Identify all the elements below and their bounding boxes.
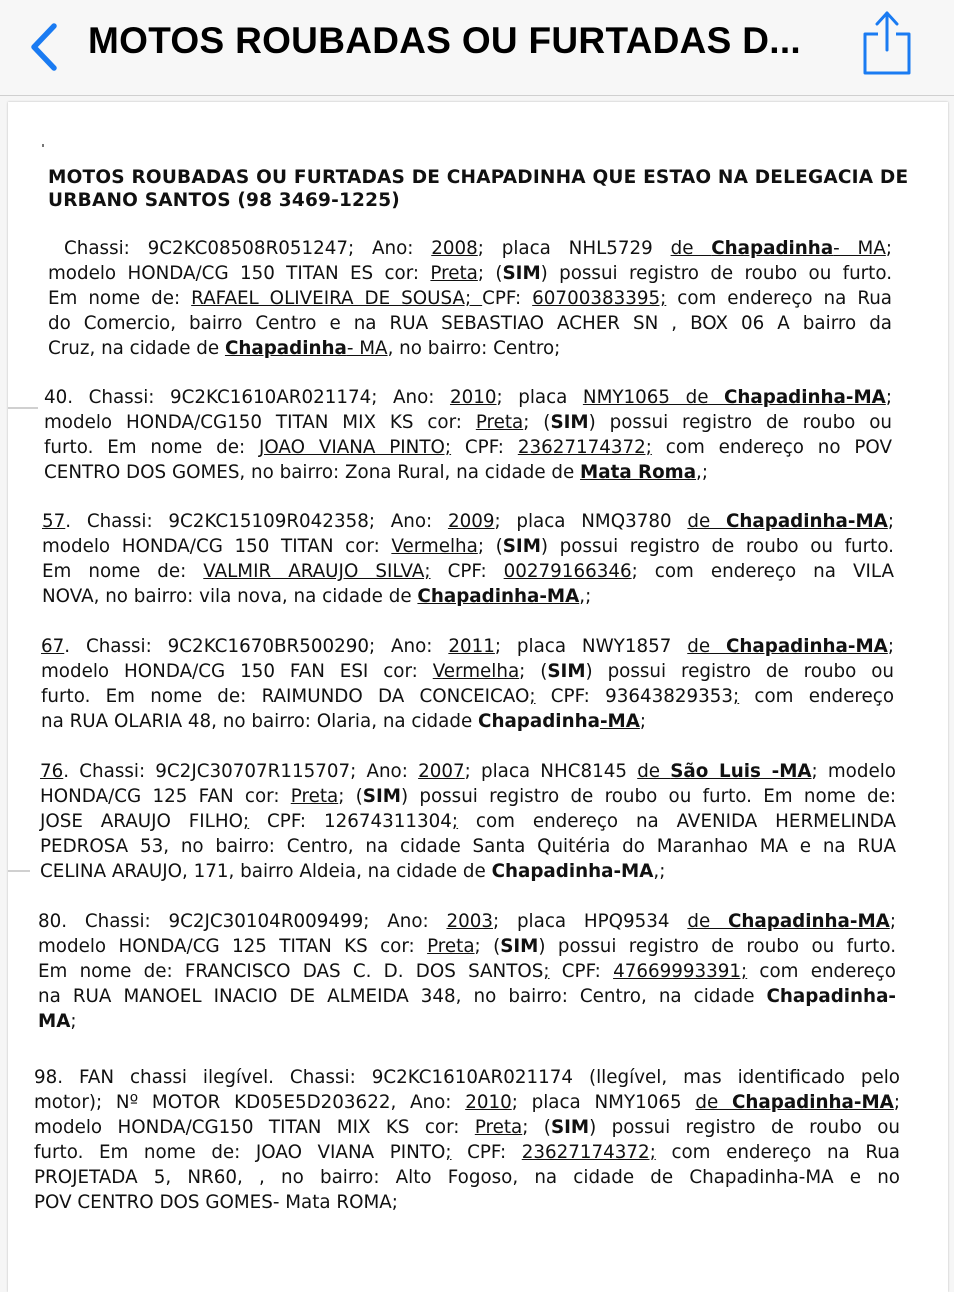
record-entry: 80. Chassi: 9C2JC30104R009499; Ano: 2003; placa HPQ9534 de Chapadinha-MA; modelo HONDA/CG 125 TITAN KS cor: Preta; (SIM) possui registro de roubo ou furto. Em nome de: FRANCISCO DAS C. D. DOS SANTOS; CPF: 47669993391; com endereço na RUA MANOEL INACIO DE ALMEIDA 348, no bairro: Centro, na cidade Chapadinha- MA; <box>38 911 897 1033</box>
share-icon[interactable] <box>860 10 914 76</box>
record-entry: 98. FAN chassi ilegível. Chassi: 9C2KC1610AR021174 (llegível, mas identificado pelo motor); Nº MOTOR KD05E5D203622, Ano: 2010; placa NMY1065 de Chapadinha-MA; modelo HONDA/CG150 TITAN MIX KS cor: Preta; (SIM) possui registro de roubo ou furto. Em nome de: JOAO VIANA PINTO; CPF: 23627174372; com endereço na Rua PROJETADA 5, NR60, , no bairro: Alto Fogoso, na cidade de Chapadinha-MA e no POV CENTRO DOS GOMES- Mata ROMA; <box>34 1067 901 1214</box>
record-entry: 40. Chassi: 9C2KC1610AR021174; Ano: 2010; placa NMY1065 de Chapadinha-MA; modelo HONDA/CG150 TITAN MIX KS cor: Preta; (SIM) possui registro de roubo ou furto. Em nome de: JOAO VIANA PINTO; CPF: 23627174372; com endereço no POV CENTRO DOS GOMES, no bairro: Zona Rural, na cidade de Mata Roma,; <box>44 387 893 484</box>
navigation-bar <box>0 0 954 96</box>
record-entry: Chassi: 9C2KC08508R051247; Ano: 2008; placa NHL5729 de Chapadinha- MA; modelo HONDA/CG 150 TITAN ES cor: Preta; (SIM) possui registro de roubo ou furto. Em nome de: RAFAEL OLIVEIRA DE SOUSA; CPF: 60700383395; com endereço na Rua do Comercio, bairro Centro e na RUA SEBASTIAO ACHER SN , BOX 06 A bairro da Cruz, na cidade de Chapadinha- MA, no bairro: Centro; <box>48 238 893 360</box>
document-heading: MOTOS ROUBADAS OU FURTADAS DE CHAPADINHA QUE ESTAO NA DELEGACIA DE URBANO SANTOS (98 3469-1225) <box>48 167 909 211</box>
page-title: MOTOS ROUBADAS OU FURTADAS D... <box>88 20 801 61</box>
chevron-left-icon[interactable] <box>26 22 66 72</box>
record-entry: 57. Chassi: 9C2KC15109R042358; Ano: 2009; placa NMQ3780 de Chapadinha-MA; modelo HONDA/CG 150 TITAN cor: Vermelha; (SIM) possui registro de roubo ou furto. Em nome de: VALMIR ARAUJO SILVA; CPF: 00279166346; com endereço na VILA NOVA, no bairro: vila nova, na cidade de Chapadinha-MA,; <box>42 511 895 608</box>
record-entry: 67. Chassi: 9C2KC1670BR500290; Ano: 2011; placa NWY1857 de Chapadinha-MA; modelo HONDA/CG 150 FAN ESI cor: Vermelha; (SIM) possui registro de roubo ou furto. Em nome de: RAIMUNDO DA CONCEICAO; CPF: 93643829353; com endereço na RUA OLARIA 48, no bairro: Olaria, na cidade Chapadinha-MA; <box>41 636 895 733</box>
document-page[interactable] <box>8 102 948 1292</box>
record-entry: 76. Chassi: 9C2JC30707R115707; Ano: 2007; placa NHC8145 de São Luis -MA; modelo HONDA/CG 125 FAN cor: Preta; (SIM) possui registro de roubo ou furto. Em nome de: JOSE ARAUJO FILHO; CPF: 12674311304; com endereço na AVENIDA HERMELINDA PEDROSA 53, no bairro: Centro, na cidade Santa Quitéria do Maranhao MA e na RUA CELINA ARAUJO, 171, bairro Aldeia, na cidade de Chapadinha-MA,; <box>40 761 897 883</box>
document-content <box>8 102 948 1280</box>
